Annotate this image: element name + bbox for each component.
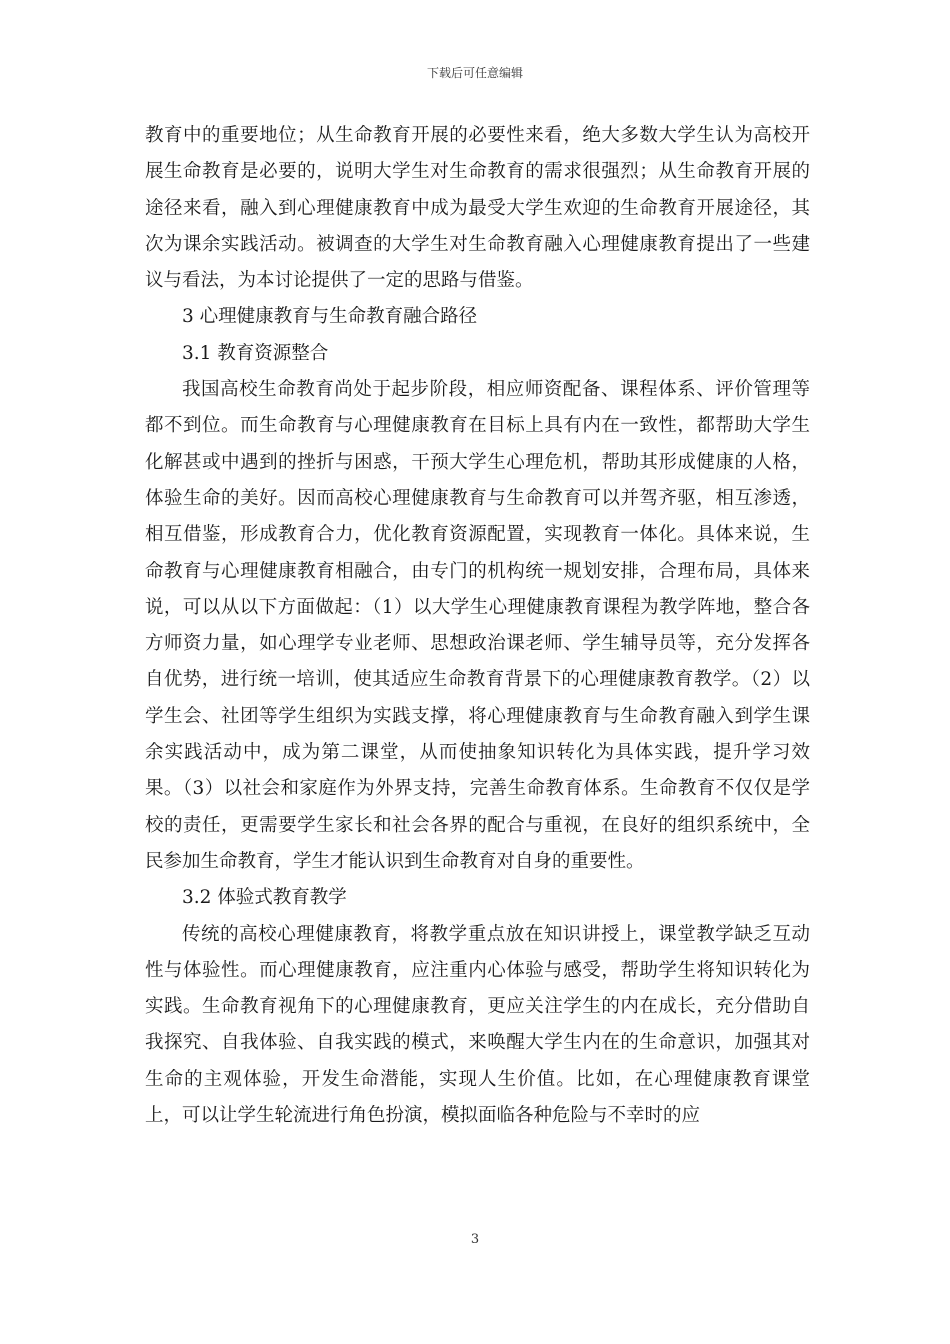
subsection-heading-3-1: 3.1 教育资源整合 bbox=[182, 342, 329, 364]
section-heading-3: 3 心理健康教育与生命教育融合路径 bbox=[182, 306, 478, 328]
paragraph-continuation: 教育中的重要地位；从生命教育开展的必要性来看，绝大多数大学生认为高校开展生命教育是必要的，说明大学生对生命教育的需求很强烈；从生命教育开展的途径来看，融入到心理健康教育中成为最受大学生欢迎的生命教育开展途径，其次为课余实践活动。被调查的大学生对生命教育融入心理健康教育提出了一些建议与看法，为本讨论提供了一定的思路与借鉴。 bbox=[145, 125, 810, 292]
document-body bbox=[145, 118, 810, 1134]
subsection-heading-3-2: 3.2 体验式教育教学 bbox=[182, 887, 347, 909]
page-number: 3 bbox=[470, 1232, 480, 1247]
page-header: 下载后可任意编辑 bbox=[426, 66, 523, 80]
paragraph-experiential-teaching: 传统的高校心理健康教育，将教学重点放在知识讲授上，课堂教学缺乏互动性与体验性。而心理健康教育，应注重内心体验与感受，帮助学生将知识转化为实践。生命教育视角下的心理健康教育，更应关注学生的内在成长，充分借助自我探究、自我体验、自我实践的模式，来唤醒大学生内在的生命意识，加强其对生命的主观体验，开发生命潜能，实现人生价值。比如，在心理健康教育课堂上，可以让学生轮流进行角色扮演，模拟面临各种危险与不幸时的应 bbox=[145, 923, 810, 1127]
paragraph-resource-integration: 我国高校生命教育尚处于起步阶段，相应师资配备、课程体系、评价管理等都不到位。而生命教育与心理健康教育在目标上具有内在一致性，都帮助大学生化解甚或中遇到的挫折与困惑，干预大学生心理危机，帮助其形成健康的人格，体验生命的美好。因而高校心理健康教育与生命教育可以并驾齐驱，相互渗透，相互借鉴，形成教育合力，优化教育资源配置，实现教育一体化。具体来说，生命教育与心理健康教育相融合，由专门的机构统一规划安排，合理布局，具体来说，可以从以下方面做起：（1）以大学生心理健康教育课程为教学阵地，整合各方师资力量，如心理学专业老师、思想政治课老师、学生辅导员等，充分发挥各自优势，进行统一培训，使其适应生命教育背景下的心理健康教育教学。（2）以学生会、社团等学生组织为实践支撑，将心理健康教育与生命教育融入到学生课余实践活动中，成为第二课堂，从而使抽象知识转化为具体实践，提升学习效果。（3）以社会和家庭作为外界支持，完善生命教育体系。生命教育不仅仅是学校的责任，更需要学生家长和社会各界的配合与重视，在良好的组织系统中，全民参加生命教育，学生才能认识到生命教育对自身的重要性。 bbox=[145, 379, 810, 872]
